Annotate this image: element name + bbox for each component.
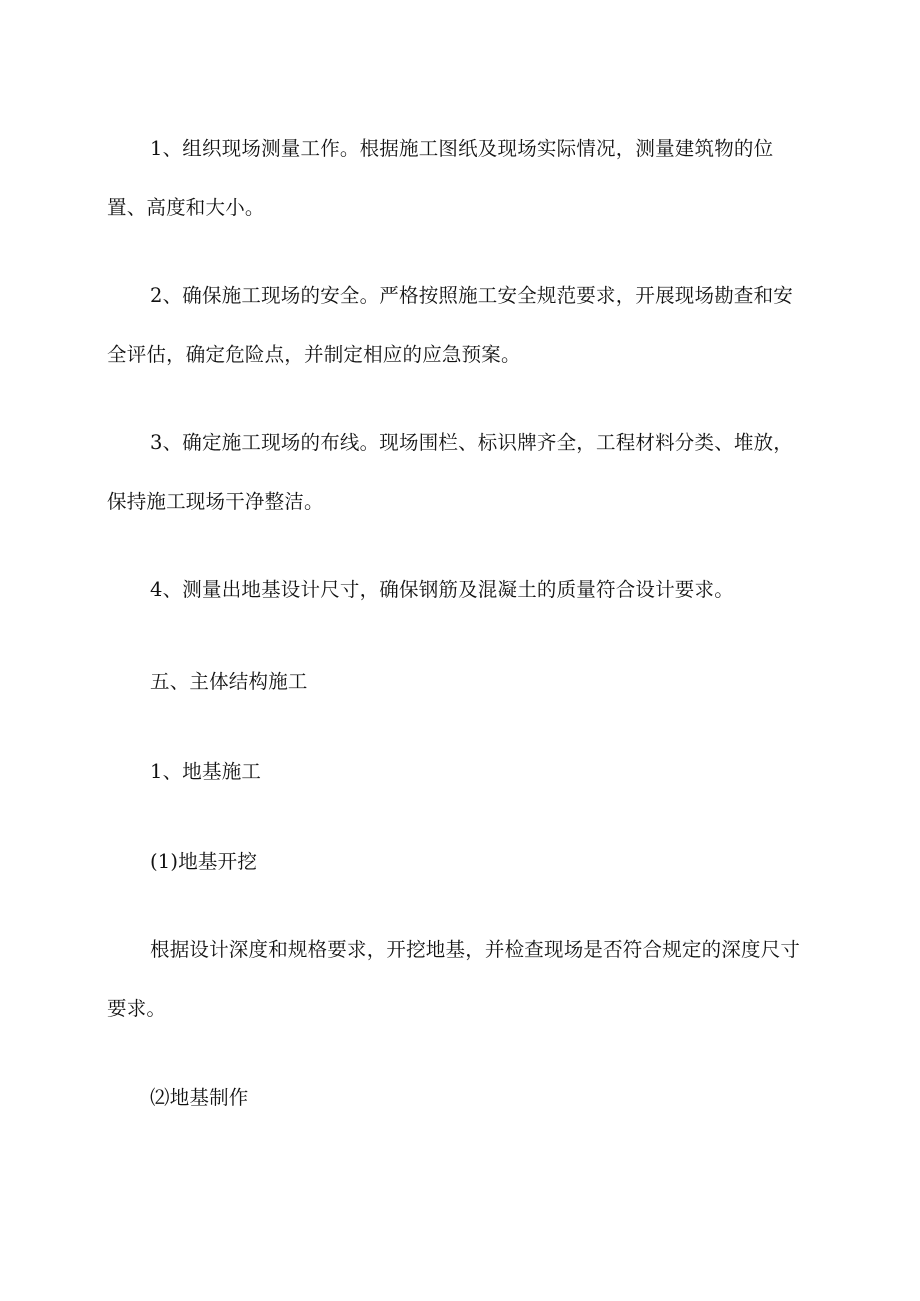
paragraph-1-line-1: 1、组织现场测量工作。根据施工图纸及现场实际情况，测量建筑物的位 (150, 137, 774, 160)
paragraph-3-line-1: 3、确定施工现场的布线。现场围栏、标识牌齐全，工程材料分类、堆放， (150, 431, 794, 454)
paragraph-4-line-1: 4、测量出地基设计尺寸，确保钢筋及混凝土的质量符合设计要求。 (150, 578, 734, 601)
paragraph-5-line-1: 根据设计深度和规格要求，开挖地基，并检查现场是否符合规定的深度尺寸 (150, 938, 801, 961)
paragraph-5-line-2: 要求。 (107, 997, 167, 1020)
section-5-heading: 五、主体结构施工 (150, 670, 308, 693)
paragraph-2-line-1: 2、确保施工现场的安全。严格按照施工安全规范要求，开展现场勘查和安 (150, 284, 794, 307)
paragraph-2-line-2: 全评估，确定危险点，并制定相应的应急预案。 (107, 343, 521, 366)
item-2-heading: ⑵地基制作 (150, 1086, 249, 1109)
paragraph-3-line-2: 保持施工现场干净整洁。 (107, 490, 324, 513)
subsection-1-heading: 1、地基施工 (150, 760, 262, 783)
item-1-heading: (1)地基开挖 (150, 850, 258, 873)
paragraph-1-line-2: 置、高度和大小。 (107, 196, 265, 219)
